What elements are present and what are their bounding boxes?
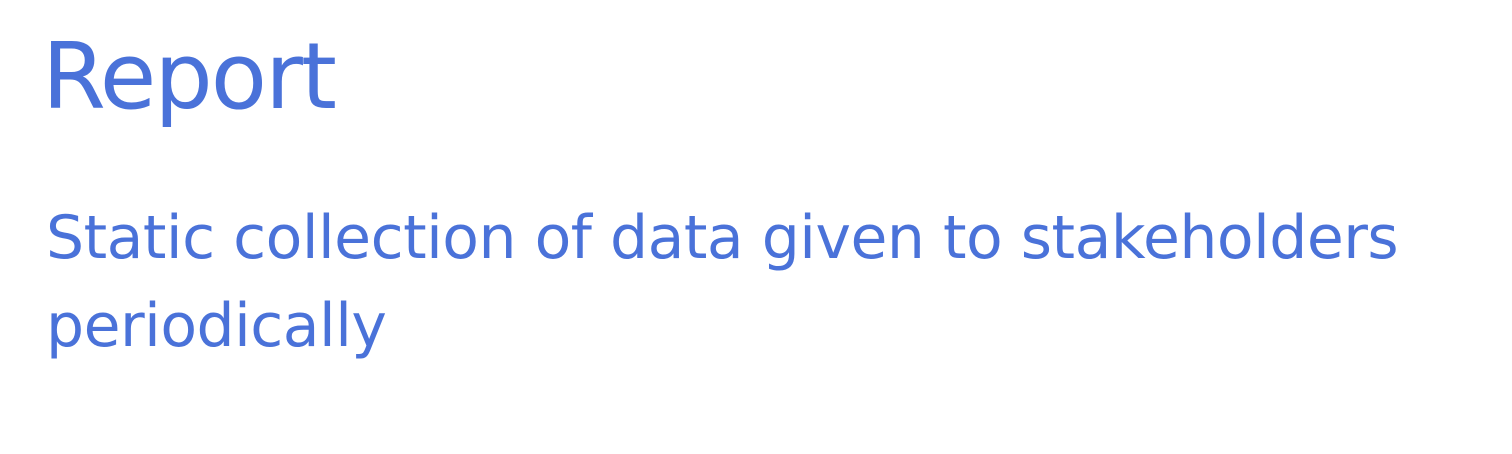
definition-text: Static collection of data given to stakeholders periodically: [46, 203, 1399, 361]
term-heading: Report: [42, 23, 335, 130]
